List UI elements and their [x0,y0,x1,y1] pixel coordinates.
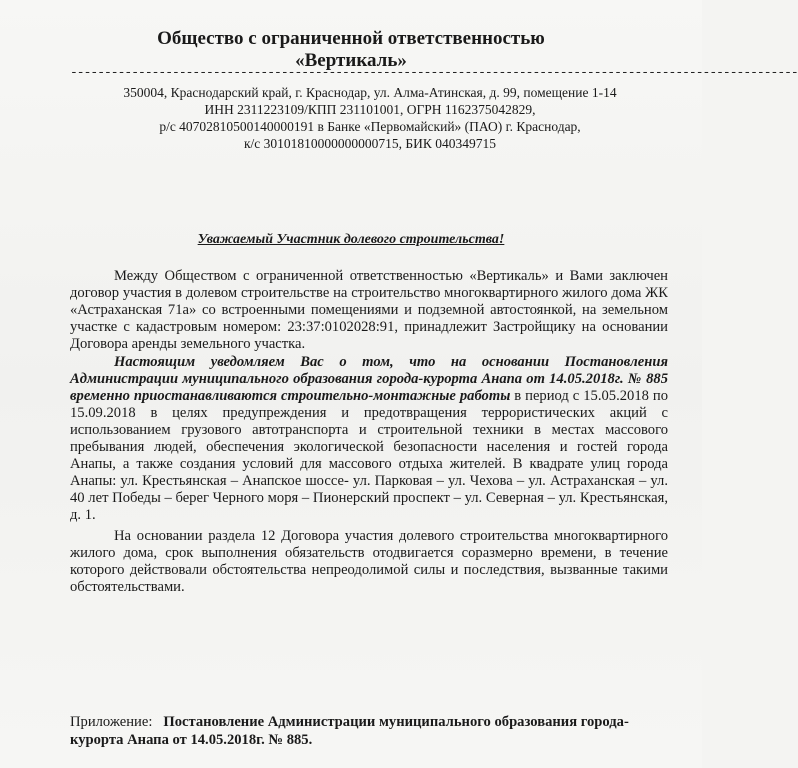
company-title-line1: Общество с ограниченной ответственностью [157,28,545,49]
requisites-account: р/с 40702810500140000191 в Банке «Первомайский» (ПАО) г. Краснодар, [159,119,581,134]
attachment-text: Постановление Администрации муниципального образования города-курорта Анапа от 14.05.2018г. № 885. [70,714,629,748]
greeting: Уважаемый Участник долевого строительства! [197,232,505,247]
notice-bold-text: Настоящим уведомляем Вас о том, что на основании Постановления Администрации муниципального образования города-курорта Анапа от 14.05.2018г. № 885 временно приостанавливаются строительно-монтажные работы [70,354,668,404]
requisites-bik: к/с 30101810000000000715, БИК 040349715 [243,136,497,151]
requisites-inn: ИНН 2311223109/КПП 231101001, ОГРН 1162375042829, [204,102,536,117]
company-title-line2: «Вертикаль» [295,50,407,71]
requisites-address: 350004, Краснодарский край, г. Краснодар, ул. Алма-Атинская, д. 99, помещение 1-14 [123,85,617,100]
paragraph-contract: Между Обществом с ограниченной ответственностью «Вертикаль» и Вами заключен договор участия в долевом строительстве на строительство многоквартирного жилого дома ЖК «Астраханская 71а» со встроенными помещениями и подземной автостоянкой, на земельном участке с кадастровым номером: 23:37:0102028:91, принадлежит Застройщику на основании Договора аренды земельного участка. [70,268,668,352]
attachment [70,713,668,749]
attachment-label: Приложение: [70,714,153,730]
paragraph-notice [70,354,668,524]
header-separator: ----------------------------------------------------------------------------------------------------------- [70,65,798,80]
paragraph-section12: На основании раздела 12 Договора участия долевого строительства многоквартирного жилого дома, срок выполнения обязательств отодвигается соразмерно времени, в течение которого действовали обстоятельства непреодолимой силы и последствия, вызванные такими обстоятельствами. [70,528,668,595]
notice-regular-text: в период с 15.05.2018 по 15.09.2018 в целях предупреждения и предотвращения террористических акций с использованием грузового автотранспорта и строительной техники в местах массового пребывания людей, обеспечения экологической безопасности населения и гостей города Анапы, а также создания условий для массового отдыха жителей. В квадрате улиц города Анапы: ул. Крестьянская – Анапское шоссе- ул. Парковая – ул. Чехова – ул. Астраханская – ул. 40 лет Победы – берег Черного моря – Пионерский проспект – ул. Северная – ул. Крестьянская, д. 1. [70,388,668,523]
